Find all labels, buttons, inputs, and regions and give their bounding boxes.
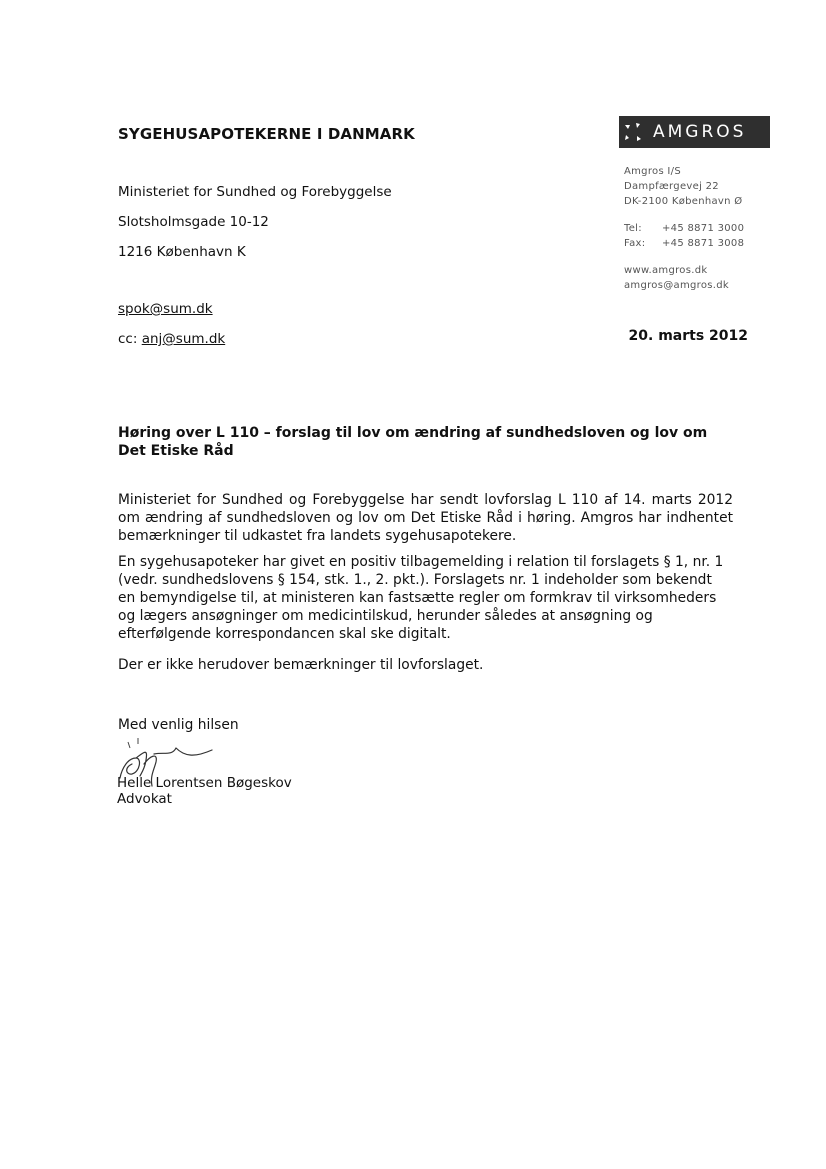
- sender-fax: +45 8871 3008: [662, 238, 745, 249]
- sender-city: DK-2100 København Ø: [624, 196, 743, 207]
- recipient-email-link[interactable]: spok@sum.dk: [118, 301, 213, 317]
- signer-name: Helle Lorentsen Bøgeskov: [117, 775, 292, 791]
- tel-label: Tel:: [624, 223, 642, 234]
- sender-name: Amgros I/S: [624, 166, 681, 177]
- recipient-name: Ministeriet for Sundhed og Forebyggelse: [118, 184, 392, 200]
- amgros-logo: [619, 116, 770, 148]
- body-paragraph-3: Der er ikke herudover bemærkninger til lovforslaget.: [118, 657, 484, 673]
- sender-street: Dampfærgevej 22: [624, 181, 719, 192]
- organization-name: SYGEHUSAPOTEKERNE I DANMARK: [118, 125, 415, 143]
- body-paragraph-2: En sygehusapoteker har givet en positiv tilbagemelding i relation til forslagets § 1, nr. 1 (vedr. sundhedslovens § 154, stk. 1., 2. pkt.). Forslagets nr. 1 indeholder som bekendt en bemyndigelse til, at ministeren kan fastsætte regler om formkrav til virksomheders og lægers ansøgninger om medicintilskud, herunder således at ansøgning og efterfølgende korrespondancen skal ske digitalt.: [118, 554, 724, 642]
- recipient-city: 1216 København K: [118, 244, 246, 260]
- body-paragraph-1: Ministeriet for Sundhed og Forebyggelse har sendt lovforslag L 110 af 14. marts 2012 om ændring af sundhedsloven og lov om Det Etiske Råd i høring. Amgros har indhentet bemærkninger til udkastet fra landets sygehusapotekere.: [118, 492, 733, 544]
- letter-date: 20. marts 2012: [628, 328, 748, 344]
- sender-address-block: [624, 164, 744, 293]
- sender-email[interactable]: amgros@amgros.dk: [624, 280, 729, 291]
- signer-block: [117, 775, 292, 807]
- sender-web[interactable]: www.amgros.dk: [624, 265, 708, 276]
- amgros-logo-icon: [623, 121, 643, 143]
- fax-label: Fax:: [624, 238, 646, 249]
- sender-tel: +45 8871 3000: [662, 223, 745, 234]
- cc-email-link[interactable]: anj@sum.dk: [141, 331, 226, 347]
- cc-line: [118, 331, 225, 347]
- cc-label: cc:: [118, 331, 138, 347]
- recipient-street: Slotsholmsgade 10-12: [118, 214, 269, 230]
- letter-subject: Høring over L 110 – forslag til lov om ændring af sundhedsloven og lov om Det Etiske Råd: [118, 425, 708, 459]
- logo-text: AMGROS: [653, 122, 747, 142]
- signer-title: Advokat: [117, 791, 172, 807]
- closing-greeting: Med venlig hilsen: [118, 717, 239, 733]
